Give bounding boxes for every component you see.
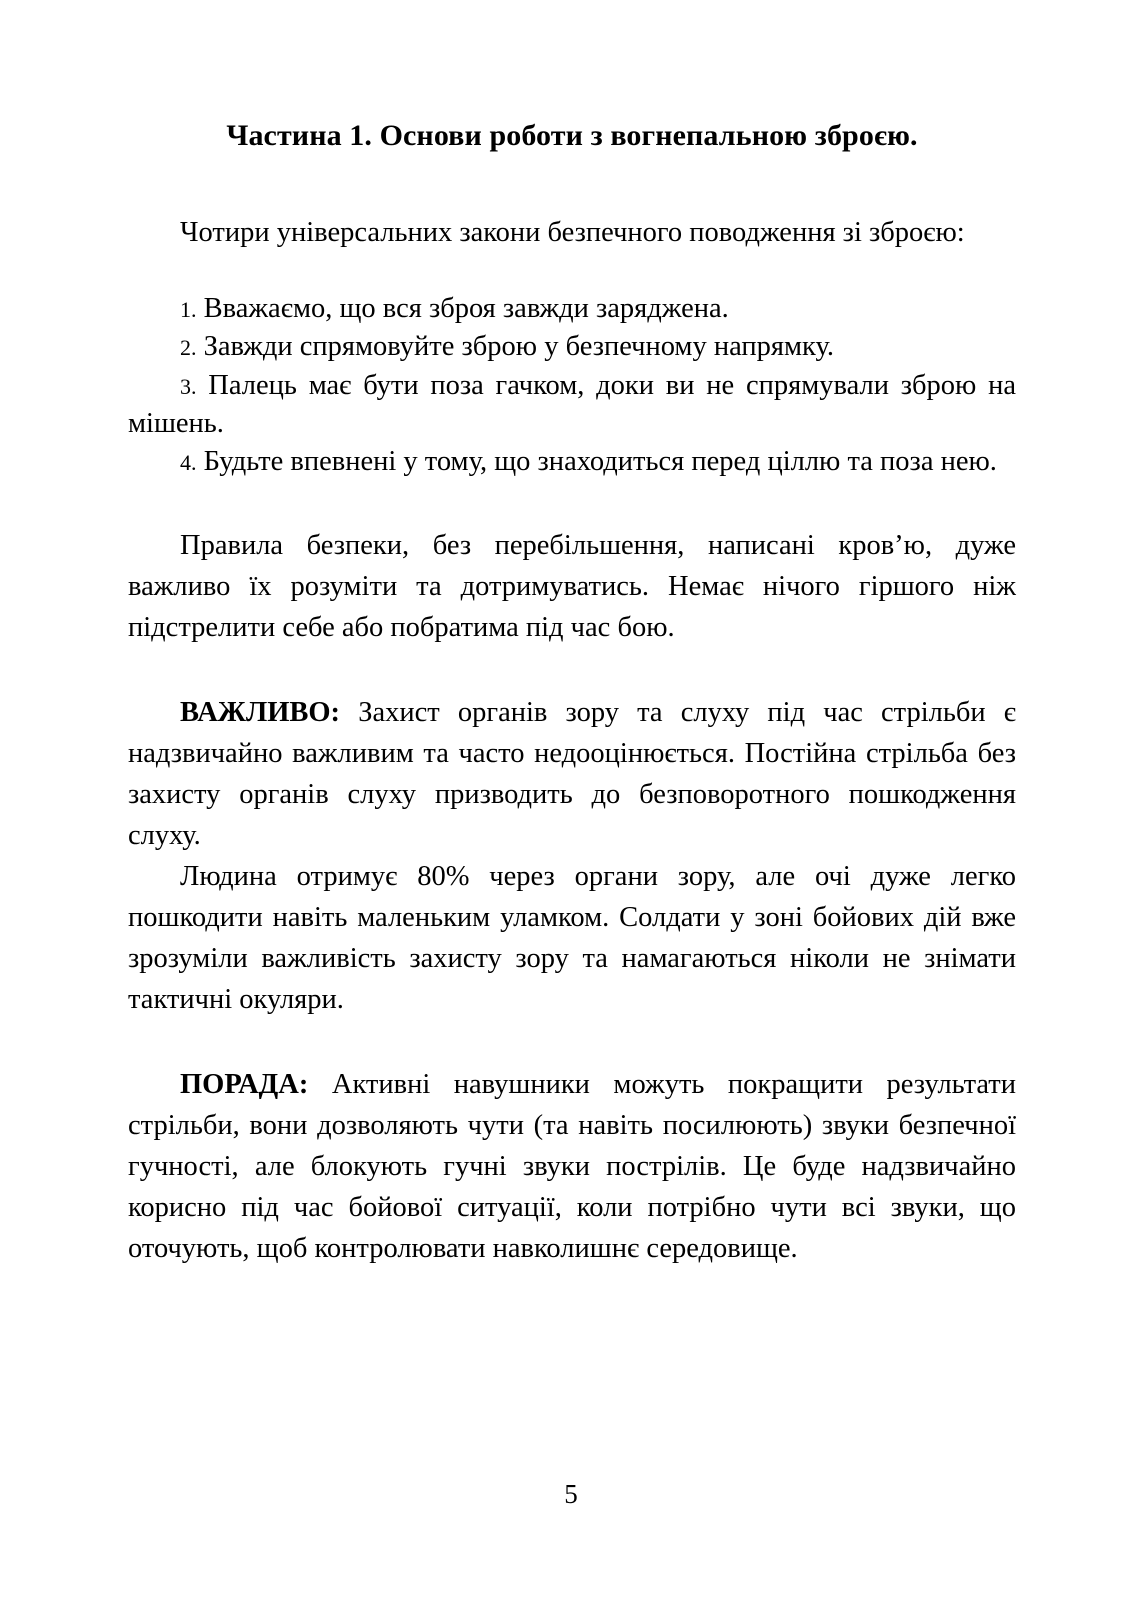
list-item-text [197, 446, 204, 477]
list-item-label: Будьте впевнені у тому, що знаходиться перед ціллю та поза нею. [203, 445, 997, 477]
tip-paragraph [128, 1064, 1016, 1269]
list-safety-gap [128, 481, 1016, 525]
intro-list-gap [128, 253, 1016, 290]
title-spacer [128, 155, 1016, 212]
important-paragraph [128, 692, 1016, 856]
list-item-text [197, 293, 204, 324]
list-item-number: 3. [180, 373, 197, 399]
list-item-number: 4. [180, 449, 197, 475]
list-item [128, 290, 1016, 329]
page-title: Частина 1. Основи роботи з вогнепальною зброєю. [226, 119, 918, 152]
tip-text: Активні навушники можуть покращити результати стрільби, вони дозволяють чути (та навіть посилюють) звуки безпечної гучності, але блокують гучні звуки пострілів. Це буде надзвичайно корисно під час бойової ситуації, коли потрібно чути всі звуки, що оточують, щоб контролювати навколишнє середовище. [128, 1069, 1016, 1265]
vision-tip-gap [128, 1020, 1016, 1064]
list-item-text [197, 370, 209, 401]
safety-rules-list [128, 290, 1016, 482]
list-item-label: Вважаємо, що вся зброя завжди заряджена. [203, 292, 729, 324]
list-item [128, 443, 1016, 482]
intro-paragraph: Чотири універсальних закони безпечного поводження зі зброєю: [180, 216, 965, 248]
vision-paragraph: Людина отримує 80% через органи зору, але очі дуже легко пошкодити навіть маленьким уламком. Солдати у зоні бойових дій вже зрозуміли важливість захисту зору та намагаються ніколи не знімати тактичні окуляри. [128, 861, 1016, 1016]
list-item-label: Палець має бути поза гачком, доки ви не спрямували зброю на мішень. [128, 369, 1016, 440]
list-item-label: Завжди спрямовуйте зброю у безпечному напрямку. [203, 331, 834, 363]
important-text: Захист органів зору та слуху під час стрільби є надзвичайно важливим та часто недооцінюється. Постійна стрільба без захисту органів слуху призводить до безповоротного пошкодження слуху. [128, 697, 1016, 852]
tip-label: ПОРАДА: [180, 1069, 309, 1101]
list-item-number: 2. [180, 335, 197, 361]
list-item-number: 1. [180, 296, 197, 322]
page-content [128, 118, 1016, 1269]
list-item-text [197, 331, 204, 362]
safety-paragraph: Правила безпеки, без перебільшення, написані кров’ю, дуже важливо їх розуміти та дотримуватись. Немає нічого гіршого ніж підстрелити себе або побратима під час бою. [128, 530, 1016, 644]
list-item [128, 328, 1016, 367]
important-label: ВАЖЛИВО: [180, 697, 341, 729]
page-number: 5 [564, 1479, 578, 1509]
list-item [128, 367, 1016, 443]
safety-important-gap [128, 648, 1016, 692]
